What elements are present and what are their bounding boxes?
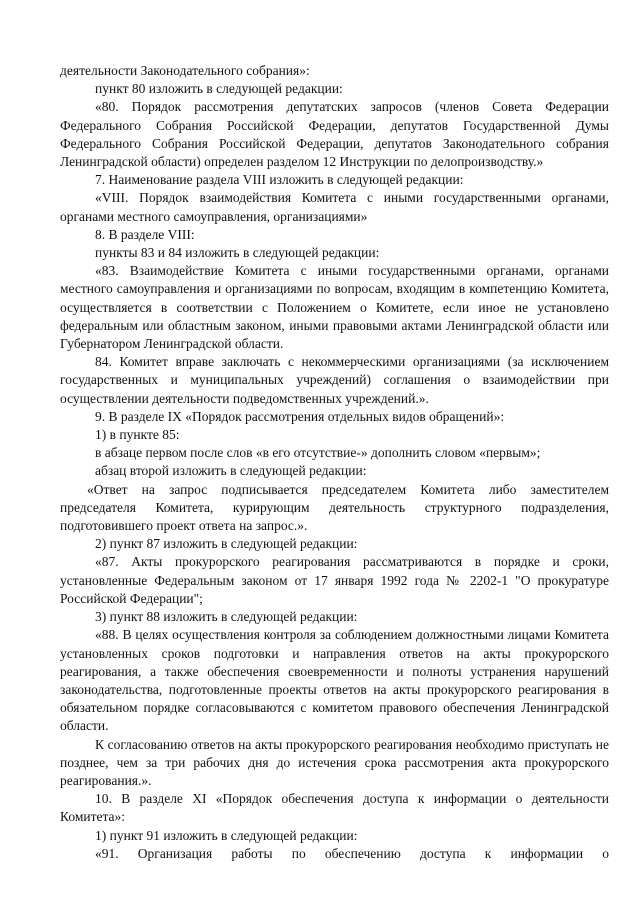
document-paragraph: 1) в пункте 85: bbox=[95, 427, 180, 443]
document-paragraph: К согласованию ответов на акты прокурорского реагирования необходимо приступать не позднее, чем за три рабочих дня до истечения срока рассмотрения акта прокурорского реагирования.». bbox=[60, 736, 609, 788]
document-paragraph: 3) пункт 88 изложить в следующей редакции: bbox=[95, 609, 358, 625]
document-paragraph: деятельности Законодательного собрания»: bbox=[60, 63, 310, 78]
document-paragraph: пункты 83 и 84 изложить в следующей редакции: bbox=[95, 245, 380, 261]
document-paragraph: 2) пункт 87 изложить в следующей редакции: bbox=[95, 536, 358, 552]
document-paragraph: 8. В разделе VIII: bbox=[95, 226, 195, 242]
document-paragraph: «87. Акты прокурорского реагирования рассматриваются в порядке и сроки, установленные Федеральным законом от 17 января 1992 года № 2202-1 "О прокуратуре Российской Федерации"; bbox=[60, 554, 609, 606]
document-paragraph: 9. В разделе IX «Порядок рассмотрения отдельных видов обращений»: bbox=[95, 408, 505, 424]
document-paragraph: «83. Взаимодействие Комитета с иными государственными органами, органами местного самоуправления и организациями по вопросам, входящим в компетенцию Комитета, осуществляется в соответствии с Положением о Комитете, если иное не установлено федеральным или областным законом, иными правовыми актами Ленинградской области или Губернатором Ленинградской области. bbox=[60, 263, 609, 352]
document-paragraph: 1) пункт 91 изложить в следующей редакции: bbox=[95, 827, 358, 843]
document-paragraph: 10. В разделе XI «Порядок обеспечения доступа к информации о деятельности Комитета»: bbox=[60, 791, 609, 825]
document-paragraph: 7. Наименование раздела VIII изложить в следующей редакции: bbox=[95, 172, 464, 188]
document-paragraph: абзац второй изложить в следующей редакции: bbox=[95, 463, 367, 479]
document-paragraph: «88. В целях осуществления контроля за соблюдением должностными лицами Комитета установленных сроков подготовки и направления ответов на акты прокурорского реагирования, а также обеспечения своевременности и полноты устранения нарушений законодательства, подготовленные проекты ответов на акты прокурорского реагирования в обязательном порядке согласовываются с комитетом правового обеспечения Ленинградской области. bbox=[60, 627, 609, 734]
document-paragraph: «91. Организация работы по обеспечению доступа к информации о bbox=[95, 845, 609, 861]
document-paragraph: пункт 80 изложить в следующей редакции: bbox=[95, 81, 343, 97]
document-paragraph: «Ответ на запрос подписывается председателем Комитета либо заместителем председателя Комитета, курирующим деятельность структурного подразделения, подготовившего проект ответа на запрос.». bbox=[60, 481, 609, 534]
document-body bbox=[60, 62, 609, 863]
document-paragraph: «80. Порядок рассмотрения депутатских запросов (членов Совета Федерации Федерального Собрания Российской Федерации, депутатов Государственной Думы Федерального Собрания Российской Федерации, депутатов Законодательного собрания Ленинградской области) определен разделом 12 Инструкции по делопроизводству.» bbox=[60, 99, 609, 170]
document-paragraph: в абзаце первом после слов «в его отсутствие-» дополнить словом «первым»; bbox=[95, 445, 541, 461]
document-paragraph: 84. Комитет вправе заключать с некоммерческими организациями (за исключением государственных и муниципальных учреждений) соглашения о взаимодействии при осуществлении деятельности подведомственных учреждений.». bbox=[60, 354, 609, 406]
document-paragraph: «VIII. Порядок взаимодействия Комитета с иными государственными органами, органами местного самоуправления, организациями» bbox=[60, 190, 609, 224]
